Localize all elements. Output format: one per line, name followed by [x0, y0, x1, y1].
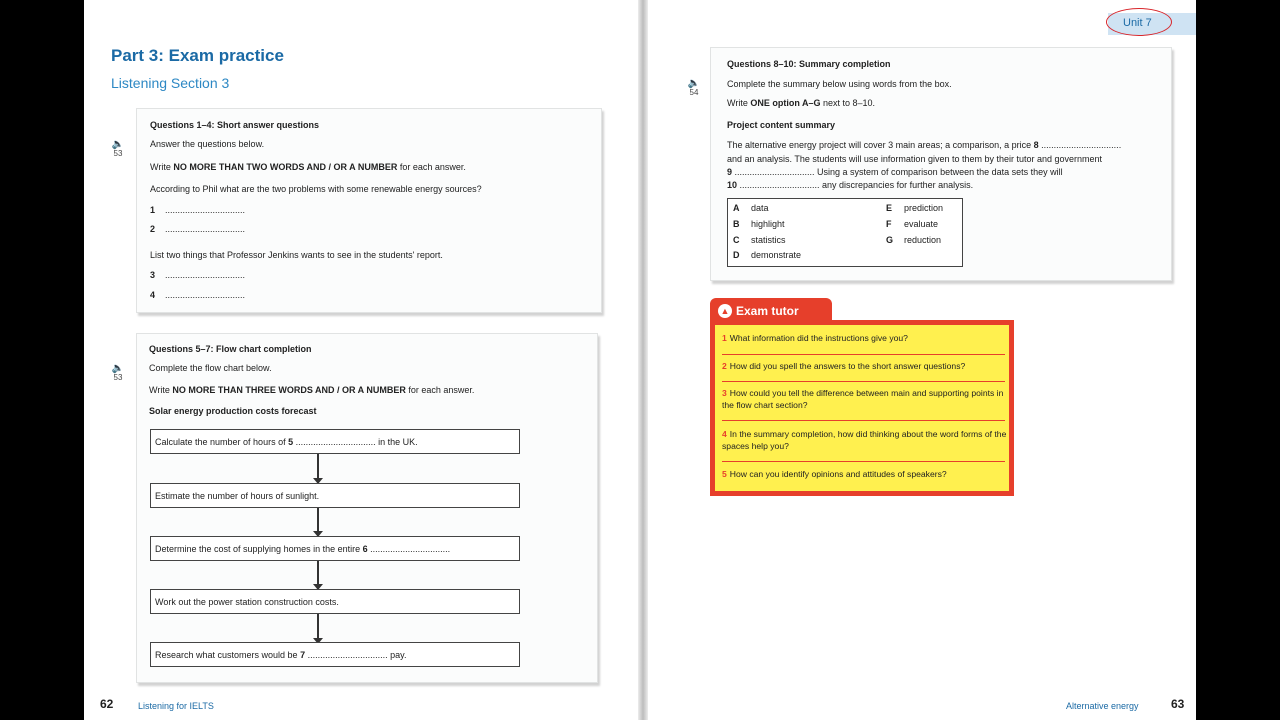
exam-tutor-title: Exam tutor	[736, 304, 799, 318]
tutor-question-5	[722, 468, 1007, 480]
section-title: Listening Section 3	[111, 75, 230, 91]
flow-step-5	[150, 642, 520, 667]
option-letter: G	[886, 235, 894, 245]
option-letter: E	[886, 203, 893, 213]
gap-number: 10	[727, 180, 738, 190]
q1-4-instruction: Answer the questions below.	[150, 139, 265, 149]
option-letter: A	[733, 203, 740, 213]
answer-number: 1	[150, 205, 156, 215]
q5-7-instruction: Complete the flow chart below.	[149, 363, 272, 373]
step-text-end: in the UK.	[378, 437, 418, 447]
short-answer-questions-box	[136, 108, 602, 313]
tutor-question-number: 4	[722, 429, 727, 439]
tutor-question-text: In the summary completion, how did thinking about the word forms of the spaces help you?	[722, 429, 1007, 451]
option-word: prediction	[904, 203, 944, 213]
question-b: List two things that Professor Jenkins wants to see in the students' report.	[150, 250, 443, 260]
tutor-badge-icon: ▲	[718, 304, 732, 318]
answer-blank: ................................	[165, 270, 246, 280]
gap-number: 8	[1033, 140, 1039, 150]
q8-10-heading: Questions 8–10: Summary completion	[727, 59, 891, 69]
q8-10-instruction: Complete the summary below using words from the box.	[727, 79, 952, 89]
summary-text[interactable]: ................................ Using a system of comparison between the data sets they will	[732, 167, 1063, 177]
write-prefix: Write	[727, 98, 751, 108]
separator	[722, 381, 1005, 382]
audio-track-number: 54	[689, 88, 699, 97]
summary-line-4	[727, 180, 973, 190]
step-text: Work out the power station construction costs.	[155, 597, 339, 607]
option-word: evaluate	[904, 219, 939, 229]
tutor-question-text: What information did the instructions give you?	[729, 333, 908, 343]
answer-number: 3	[150, 270, 156, 280]
q8-10-write-rule	[727, 98, 875, 108]
option-word: highlight	[751, 219, 785, 229]
options-box	[727, 198, 963, 267]
audio-track-number: 53	[113, 373, 123, 382]
exam-tutor-box	[710, 320, 1014, 496]
book-title: Listening for IELTS	[138, 701, 214, 711]
write-bold: ONE option A–G	[750, 98, 821, 108]
separator	[722, 461, 1005, 462]
option-letter: D	[733, 250, 740, 260]
write-suffix: for each answer.	[405, 385, 475, 395]
option-d	[733, 250, 801, 260]
answer-blank[interactable]: ................................	[1038, 140, 1122, 150]
option-word: demonstrate	[751, 250, 802, 260]
unit-tab[interactable]: Unit 7	[1108, 13, 1196, 35]
tutor-question-number: 2	[722, 361, 727, 371]
answer-line-4[interactable]	[150, 290, 245, 300]
answer-blank: ................................	[165, 224, 246, 234]
flow-arrow	[317, 508, 319, 536]
option-b	[733, 219, 785, 229]
step-text: Research what customers would be	[155, 650, 301, 660]
answer-blank[interactable]: ................................	[367, 544, 451, 554]
option-g	[886, 235, 941, 245]
step-text-end: pay.	[390, 650, 407, 660]
answer-blank[interactable]: ................................	[305, 650, 391, 660]
option-f	[886, 219, 938, 229]
tutor-question-3	[722, 387, 1007, 411]
step-text: Determine the cost of supplying homes in the entire	[155, 544, 363, 554]
step-text: Calculate the number of hours of	[155, 437, 289, 447]
write-suffix: next to 8–10.	[820, 98, 876, 108]
summary-line-3	[727, 167, 1063, 177]
separator	[722, 420, 1005, 421]
flow-arrow	[317, 561, 319, 589]
gap-number: 9	[727, 167, 733, 177]
option-a	[733, 203, 769, 213]
tutor-question-number: 5	[722, 469, 727, 479]
write-prefix: Write	[149, 385, 173, 395]
q5-7-heading: Questions 5–7: Flow chart completion	[149, 344, 312, 354]
summary-line-2: and an analysis. The students will use information given to them by their tutor and government	[727, 154, 1103, 164]
tutor-question-text: How did you spell the answers to the short answer questions?	[729, 361, 966, 371]
book-gutter	[638, 0, 648, 720]
summary-completion-box	[710, 47, 1172, 281]
answer-blank[interactable]: ................................	[293, 437, 379, 447]
chapter-topic: Alternative energy	[1066, 701, 1139, 711]
flow-step-3	[150, 536, 520, 561]
answer-blank: ................................	[165, 290, 246, 300]
step-number: 7	[300, 650, 306, 660]
answer-line-1[interactable]	[150, 205, 245, 215]
summary-title: Project content summary	[727, 120, 836, 130]
tutor-question-1	[722, 332, 1007, 344]
q1-4-write-rule	[150, 162, 466, 172]
option-word: statistics	[751, 235, 786, 245]
flow-arrow	[317, 454, 319, 483]
summary-text: The alternative energy project will cover 3 main areas; a comparison, a price	[727, 140, 1034, 150]
option-e	[886, 203, 943, 213]
audio-track-number: 53	[113, 149, 123, 158]
tutor-question-number: 3	[722, 388, 727, 398]
annotation-circle	[1106, 8, 1172, 36]
answer-blank: ................................	[165, 205, 246, 215]
option-word: reduction	[904, 235, 942, 245]
tutor-question-number: 1	[722, 333, 727, 343]
audio-track-54-icon[interactable]	[684, 79, 704, 97]
q1-4-heading: Questions 1–4: Short answer questions	[150, 120, 320, 130]
tutor-question-2	[722, 360, 1007, 372]
option-word: data	[751, 203, 769, 213]
tutor-question-text: How can you identify opinions and attitudes of speakers?	[729, 469, 947, 479]
step-number: 5	[288, 437, 294, 447]
option-c	[733, 235, 786, 245]
option-letter: B	[733, 219, 740, 229]
write-prefix: Write	[150, 162, 174, 172]
page-number-left: 62	[100, 697, 114, 711]
write-bold: NO MORE THAN THREE WORDS AND / OR A NUMBER	[172, 385, 406, 395]
flow-step-1	[150, 429, 520, 454]
answer-line-3[interactable]	[150, 270, 245, 280]
flow-step-2	[150, 483, 520, 508]
speaker-icon: 🔈	[111, 363, 125, 374]
left-page	[84, 0, 638, 720]
speaker-icon: 🔈	[111, 139, 125, 150]
summary-text[interactable]: ................................ any discrepancies for further analysis.	[737, 180, 974, 190]
right-page	[648, 0, 1196, 720]
q5-7-write-rule	[149, 385, 474, 395]
option-letter: C	[733, 235, 740, 245]
audio-track-53-icon[interactable]	[108, 364, 128, 382]
answer-line-2[interactable]	[150, 224, 245, 234]
flow-arrow	[317, 614, 319, 643]
step-number: 6	[362, 544, 368, 554]
write-bold: NO MORE THAN TWO WORDS AND / OR A NUMBER	[173, 162, 398, 172]
tutor-question-4	[722, 428, 1007, 452]
flow-step-4	[150, 589, 520, 614]
write-suffix: for each answer.	[397, 162, 466, 172]
flow-chart-title: Solar energy production costs forecast	[149, 406, 317, 416]
separator	[722, 354, 1005, 355]
answer-number: 2	[150, 224, 156, 234]
page-number-right: 63	[1171, 697, 1185, 711]
audio-track-53-icon[interactable]	[108, 140, 128, 158]
tutor-question-text: How could you tell the difference between main and supporting points in the flow chart section?	[722, 388, 1004, 410]
speaker-icon: 🔈	[687, 78, 701, 89]
flow-chart-questions-box	[136, 333, 598, 683]
summary-line-1	[727, 140, 1121, 150]
answer-number: 4	[150, 290, 156, 300]
option-letter: F	[886, 219, 892, 229]
step-text: Estimate the number of hours of sunlight.	[155, 491, 320, 501]
question-a: According to Phil what are the two problems with some renewable energy sources?	[150, 184, 482, 194]
part-title: Part 3: Exam practice	[111, 46, 284, 65]
